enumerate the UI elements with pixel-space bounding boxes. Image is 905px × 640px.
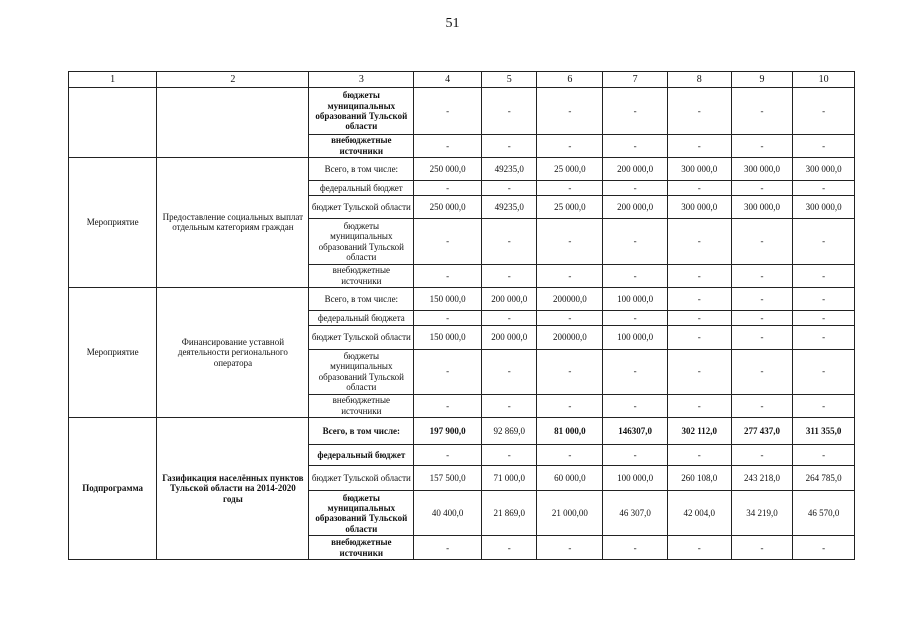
value-cell: -: [667, 264, 731, 287]
value-cell: 277 437,0: [731, 418, 793, 445]
value-cell: -: [414, 349, 482, 394]
value-cell: -: [793, 349, 855, 394]
table-row: [69, 418, 855, 445]
value-cell: -: [667, 87, 731, 134]
value-cell: -: [731, 181, 793, 196]
value-cell: -: [603, 394, 668, 417]
value-cell: -: [603, 311, 668, 326]
value-cell: -: [793, 287, 855, 310]
value-cell: -: [603, 87, 668, 134]
value-cell: -: [537, 264, 603, 287]
table-row: [69, 287, 855, 310]
value-cell: -: [482, 536, 537, 560]
funding-source-cell: бюджет Тульской области: [309, 196, 414, 219]
value-cell: -: [482, 134, 537, 157]
value-cell: -: [603, 181, 668, 196]
header-cell: 6: [537, 72, 603, 88]
value-cell: -: [482, 219, 537, 264]
item-kind-cell: Подпрограмма: [69, 418, 157, 560]
value-cell: -: [793, 87, 855, 134]
funding-source-cell: бюджеты муниципальных образований Тульской области: [309, 87, 414, 134]
value-cell: 300 000,0: [793, 196, 855, 219]
funding-source-cell: внебюджетные источники: [309, 134, 414, 157]
funding-source-cell: бюджеты муниципальных образований Тульской области: [309, 491, 414, 536]
value-cell: -: [731, 349, 793, 394]
empty-kind-cell: [69, 87, 157, 157]
value-cell: -: [793, 311, 855, 326]
funding-source-cell: федеральный бюджет: [309, 181, 414, 196]
value-cell: 92 869,0: [482, 418, 537, 445]
value-cell: 60 000,0: [537, 465, 603, 491]
value-cell: -: [603, 219, 668, 264]
value-cell: 150 000,0: [414, 287, 482, 310]
value-cell: -: [793, 394, 855, 417]
table-row: [69, 87, 855, 134]
value-cell: -: [537, 349, 603, 394]
value-cell: -: [482, 349, 537, 394]
value-cell: 300 000,0: [731, 157, 793, 180]
header-row: [69, 72, 855, 88]
value-cell: -: [414, 87, 482, 134]
empty-title-cell: [157, 87, 309, 157]
value-cell: 200000,0: [537, 326, 603, 349]
funding-source-cell: Всего, в том числе:: [309, 157, 414, 180]
value-cell: -: [603, 536, 668, 560]
value-cell: 25 000,0: [537, 157, 603, 180]
value-cell: 264 785,0: [793, 465, 855, 491]
header-cell: 4: [414, 72, 482, 88]
item-title-cell: Предоставление социальных выплат отдельным категориям граждан: [157, 157, 309, 287]
value-cell: 300 000,0: [667, 196, 731, 219]
value-cell: -: [537, 394, 603, 417]
value-cell: -: [667, 181, 731, 196]
value-cell: 71 000,0: [482, 465, 537, 491]
header-cell: 1: [69, 72, 157, 88]
value-cell: -: [537, 181, 603, 196]
value-cell: -: [414, 394, 482, 417]
funding-source-cell: федеральный бюджет: [309, 444, 414, 465]
value-cell: -: [537, 87, 603, 134]
value-cell: -: [482, 394, 537, 417]
value-cell: 260 108,0: [667, 465, 731, 491]
budget-table-body: [69, 72, 855, 560]
item-title-cell: Финансирование уставной деятельности регионального оператора: [157, 287, 309, 417]
header-cell: 8: [667, 72, 731, 88]
value-cell: -: [482, 311, 537, 326]
value-cell: 42 004,0: [667, 491, 731, 536]
value-cell: -: [667, 349, 731, 394]
value-cell: -: [667, 326, 731, 349]
value-cell: -: [414, 134, 482, 157]
value-cell: -: [414, 444, 482, 465]
value-cell: 46 570,0: [793, 491, 855, 536]
value-cell: 21 869,0: [482, 491, 537, 536]
value-cell: 146307,0: [603, 418, 668, 445]
value-cell: 200 000,0: [603, 157, 668, 180]
value-cell: 300 000,0: [731, 196, 793, 219]
value-cell: 46 307,0: [603, 491, 668, 536]
funding-source-cell: бюджеты муниципальных образований Тульской области: [309, 219, 414, 264]
value-cell: 49235,0: [482, 157, 537, 180]
funding-source-cell: бюджеты муниципальных образований Тульской области: [309, 349, 414, 394]
value-cell: -: [793, 134, 855, 157]
value-cell: -: [793, 264, 855, 287]
header-cell: 7: [603, 72, 668, 88]
value-cell: -: [667, 536, 731, 560]
value-cell: -: [731, 87, 793, 134]
value-cell: -: [731, 394, 793, 417]
value-cell: 150 000,0: [414, 326, 482, 349]
value-cell: -: [731, 264, 793, 287]
value-cell: -: [537, 311, 603, 326]
value-cell: 81 000,0: [537, 418, 603, 445]
budget-table: [68, 71, 855, 560]
header-cell: 5: [482, 72, 537, 88]
value-cell: -: [667, 311, 731, 326]
funding-source-cell: бюджет Тульской области: [309, 465, 414, 491]
value-cell: 311 355,0: [793, 418, 855, 445]
value-cell: -: [537, 536, 603, 560]
value-cell: 250 000,0: [414, 157, 482, 180]
value-cell: -: [414, 181, 482, 196]
table-row: [69, 157, 855, 180]
header-cell: 3: [309, 72, 414, 88]
value-cell: 243 218,0: [731, 465, 793, 491]
value-cell: -: [731, 326, 793, 349]
value-cell: -: [731, 444, 793, 465]
value-cell: -: [731, 219, 793, 264]
value-cell: 300 000,0: [793, 157, 855, 180]
value-cell: -: [603, 444, 668, 465]
value-cell: 197 900,0: [414, 418, 482, 445]
value-cell: -: [793, 326, 855, 349]
value-cell: -: [414, 311, 482, 326]
value-cell: -: [667, 134, 731, 157]
item-kind-cell: Мероприятие: [69, 287, 157, 417]
value-cell: 250 000,0: [414, 196, 482, 219]
value-cell: -: [482, 181, 537, 196]
item-kind-cell: Мероприятие: [69, 157, 157, 287]
value-cell: 200 000,0: [603, 196, 668, 219]
value-cell: 300 000,0: [667, 157, 731, 180]
value-cell: 200 000,0: [482, 326, 537, 349]
value-cell: 25 000,0: [537, 196, 603, 219]
value-cell: -: [482, 87, 537, 134]
funding-source-cell: внебюджетные источники: [309, 536, 414, 560]
value-cell: -: [793, 536, 855, 560]
value-cell: 302 112,0: [667, 418, 731, 445]
value-cell: -: [731, 536, 793, 560]
value-cell: 100 000,0: [603, 326, 668, 349]
item-title-cell: Газификация населённых пунктов Тульской области на 2014-2020 годы: [157, 418, 309, 560]
page-number: 51: [445, 16, 460, 31]
value-cell: -: [603, 134, 668, 157]
value-cell: -: [537, 134, 603, 157]
header-cell: 9: [731, 72, 793, 88]
value-cell: 49235,0: [482, 196, 537, 219]
funding-source-cell: федеральный бюджета: [309, 311, 414, 326]
value-cell: -: [667, 287, 731, 310]
value-cell: 100 000,0: [603, 287, 668, 310]
value-cell: -: [603, 264, 668, 287]
value-cell: -: [414, 264, 482, 287]
value-cell: 200 000,0: [482, 287, 537, 310]
funding-source-cell: Всего, в том числе:: [309, 418, 414, 445]
value-cell: -: [731, 311, 793, 326]
value-cell: -: [667, 394, 731, 417]
value-cell: -: [793, 444, 855, 465]
value-cell: -: [667, 444, 731, 465]
funding-source-cell: внебюджетные источники: [309, 264, 414, 287]
value-cell: -: [414, 219, 482, 264]
value-cell: -: [414, 536, 482, 560]
value-cell: -: [482, 444, 537, 465]
value-cell: 40 400,0: [414, 491, 482, 536]
funding-source-cell: внебюджетные источники: [309, 394, 414, 417]
value-cell: -: [731, 134, 793, 157]
header-cell: 2: [157, 72, 309, 88]
value-cell: -: [482, 264, 537, 287]
value-cell: 100 000,0: [603, 465, 668, 491]
value-cell: -: [603, 349, 668, 394]
value-cell: -: [537, 219, 603, 264]
value-cell: -: [793, 219, 855, 264]
value-cell: -: [667, 219, 731, 264]
funding-source-cell: бюджет Тульской области: [309, 326, 414, 349]
value-cell: -: [537, 444, 603, 465]
value-cell: 157 500,0: [414, 465, 482, 491]
header-cell: 10: [793, 72, 855, 88]
value-cell: 34 219,0: [731, 491, 793, 536]
value-cell: 21 000,00: [537, 491, 603, 536]
funding-source-cell: Всего, в том числе:: [309, 287, 414, 310]
value-cell: 200000,0: [537, 287, 603, 310]
value-cell: -: [731, 287, 793, 310]
value-cell: -: [793, 181, 855, 196]
